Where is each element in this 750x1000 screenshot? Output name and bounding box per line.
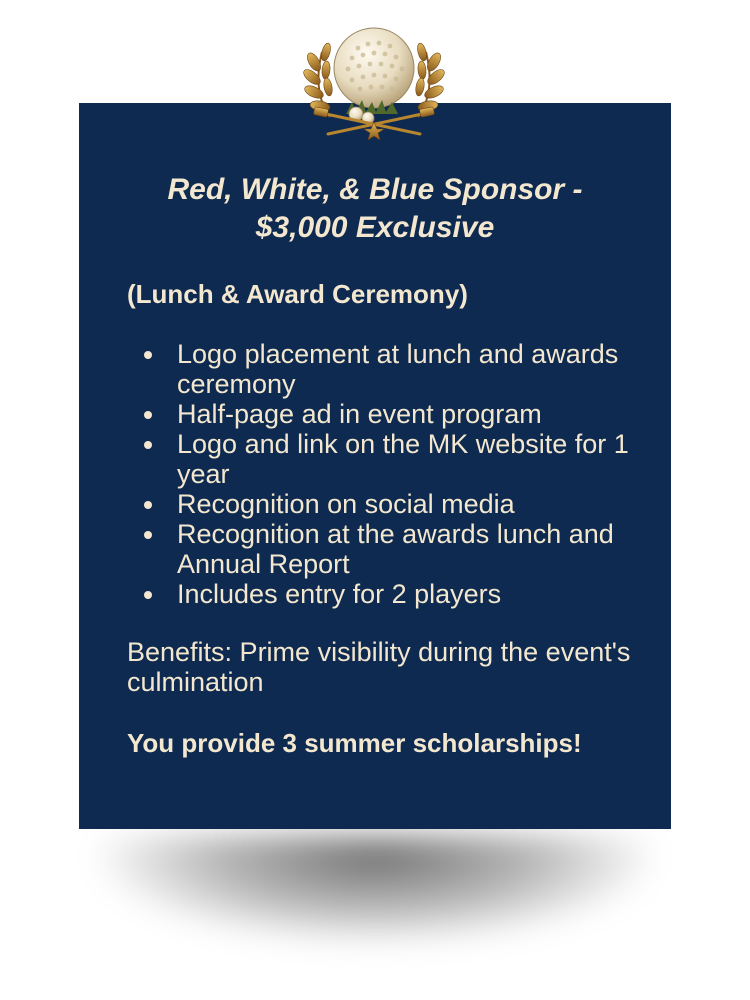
title-line-1: Red, White, & Blue Sponsor - [167,173,583,206]
benefits-text: Benefits: Prime visibility during the event's culmination [127,637,631,697]
list-item: Recognition on social media [127,489,647,519]
list-item: Logo and link on the MK website for 1 year [127,429,647,489]
sponsor-card [79,103,671,829]
benefit-list [127,339,647,609]
card-shadow [95,835,655,945]
closing-text: You provide 3 summer scholarships! [127,728,582,758]
title-line-2: $3,000 Exclusive [255,211,495,244]
list-item: Recognition at the awards lunch and Annual Report [127,519,647,579]
golf-ball-laurel-emblem-icon [300,22,448,140]
card-title [79,171,671,247]
list-item: Includes entry for 2 players [127,579,647,609]
list-item: Logo placement at lunch and awards ceremony [127,339,647,399]
card-subtitle: (Lunch & Award Ceremony) [127,279,468,309]
list-item: Half-page ad in event program [127,399,647,429]
